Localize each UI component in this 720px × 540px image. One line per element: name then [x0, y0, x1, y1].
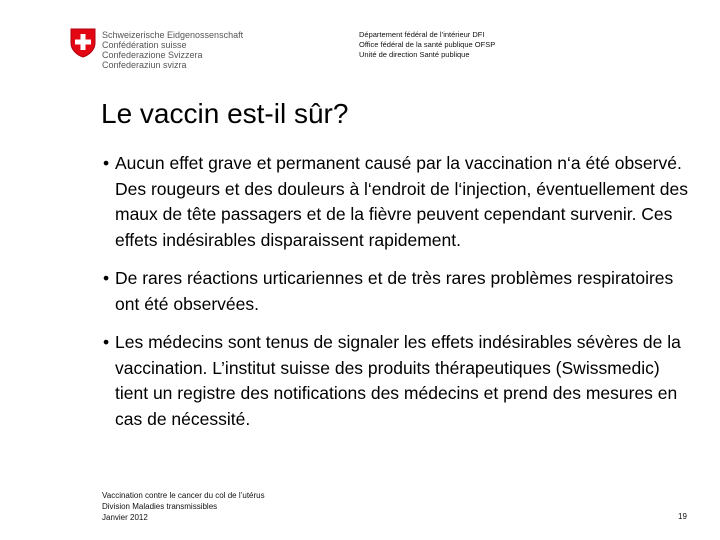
- confederation-names: [102, 30, 243, 70]
- bullet-item: [103, 330, 693, 432]
- department-line: Département fédéral de l’intérieur DFI: [359, 30, 485, 39]
- confederation-name-it: Confederazione Svizzera: [102, 50, 203, 60]
- office-line: Office fédéral de la santé publique OFSP: [359, 40, 496, 49]
- confederation-name-fr: Confédération suisse: [102, 40, 187, 50]
- bullet-text: Les médecins sont tenus de signaler les effets indésirables sévères de la vaccination. L’institut suisse des produits thérapeutiques (Swissmedic) tient un registre des notifications des médecins et prend des mesures en cas de nécessité.: [115, 332, 681, 429]
- unit-line: Unité de direction Santé publique: [359, 50, 470, 59]
- bullet-marker: •: [103, 332, 110, 352]
- page-number: 19: [678, 512, 687, 521]
- bullet-item: [103, 151, 693, 253]
- bullet-marker: •: [103, 268, 110, 288]
- bullet-marker: •: [103, 153, 110, 173]
- footer-division: Division Maladies transmissibles: [102, 502, 218, 511]
- bullet-text: De rares réactions urticariennes et de très rares problèmes respiratoires ont été observées.: [115, 268, 674, 314]
- confederation-name-de: Schweizerische Eidgenossenschaft: [102, 30, 244, 40]
- bullet-list: [103, 151, 693, 445]
- bullet-text: Aucun effet grave et permanent causé par la vaccination n‘a été observé. Des rougeurs et des douleurs à l‘endroit de l‘injection, éventuellement des maux de tête passagers et de la fièvre peuvent cependant survenir. Ces effets indésirables disparaissent rapidement.: [115, 153, 688, 250]
- footer-topic: Vaccination contre le cancer du col de l’utérus: [102, 491, 265, 500]
- footer-date: Janvier 2012: [102, 513, 148, 522]
- footer-info: [102, 490, 265, 523]
- bullet-item: [103, 266, 693, 317]
- confederation-name-rm: Confederaziun svizra: [102, 60, 187, 70]
- swiss-coat-of-arms-icon: [70, 28, 96, 58]
- slide-title: Le vaccin est-il sûr?: [101, 98, 349, 129]
- department-info: [359, 30, 495, 60]
